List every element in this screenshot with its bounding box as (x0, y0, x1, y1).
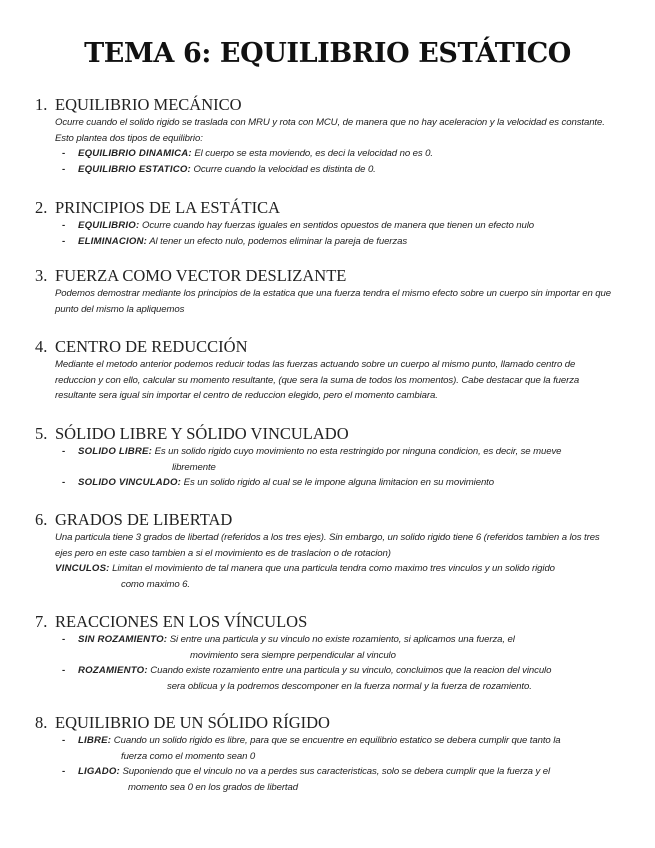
item-text: Suponiendo que el vinculo no va a perdes sus caracteristicas, solo se debera cumplir que la fuerza y el (122, 766, 551, 777)
list-item: - SOLIDO VINCULADO: Es un solido rigido al cual se le impone alguna limitacion en su movimiento (62, 477, 494, 488)
item-text-continued: sera oblicua y la podremos descomponer en la fuerza normal y la fuerza de rozamiento. (167, 680, 532, 692)
section-centro-reduccion (0, 337, 655, 404)
section-number: 1. (35, 95, 48, 114)
section-grados-libertad (0, 510, 655, 592)
list-item: - EQUILIBRIO DINAMICA: El cuerpo se esta moviendo, es deci la velocidad no es 0. (62, 148, 433, 159)
list-item: - ROZAMIENTO: Cuando existe rozamiento entre una particula y su vinculo, concluimos que la reacion del vinculo sera oblicua y la podremos descomponer en la fuerza normal y la fuerza de rozamiento. (0, 663, 615, 694)
item-term: SOLIDO LIBRE: (78, 446, 153, 457)
item-term: EQUILIBRIO ESTATICO: (78, 163, 191, 175)
list-item: - SIN ROZAMIENTO: Si entre una particula y su vinculo no existe rozamiento, si aplicamos una fuerza, el movimiento sera siempre perpendicular al vinculo (0, 632, 615, 663)
item-text-continued: fuerza como el momento sean 0 (121, 750, 256, 762)
section-number: 3. (35, 266, 48, 285)
term-paragraph (55, 561, 615, 592)
item-term: LIGADO: (78, 766, 120, 777)
item-term: SIN ROZAMIENTO: (78, 634, 168, 645)
item-term: ELIMINACION: (78, 235, 148, 247)
section-title: PRINCIPIOS DE LA ESTÁTICA (55, 198, 281, 217)
section-number: 7. (35, 612, 48, 631)
item-term: EQUILIBRIO: (78, 220, 140, 231)
section-equilibrio-mecanico (0, 95, 655, 177)
section-equilibrio-solido-rigido (0, 713, 655, 795)
document-title: TEMA 6: EQUILIBRIO ESTÁTICO (84, 38, 571, 69)
section-number: 2. (35, 198, 48, 217)
section-heading (0, 424, 655, 444)
section-number: 5. (35, 424, 48, 443)
section-principios-estatica (0, 198, 655, 249)
section-title: REACCIONES EN LOS VÍNCULOS (55, 612, 308, 631)
section-heading (0, 510, 655, 530)
item-text: Limitan el movimiento de tal manera que una particula tendra como maximo tres vinculos y un solido rigido (112, 563, 555, 574)
section-title: CENTRO DE REDUCCIÓN (55, 337, 248, 356)
list-item: - ELIMINACION: Al tener un efecto nulo, podemos eliminar la pareja de fuerzas (62, 235, 408, 247)
section-heading (0, 337, 655, 357)
item-term: EQUILIBRIO DINAMICA: (78, 148, 192, 159)
item-text: Ocurre cuando la velocidad es distinta de 0. (193, 163, 376, 175)
item-text: El cuerpo se esta moviendo, es deci la velocidad no es 0. (194, 148, 433, 159)
section-heading (0, 713, 655, 733)
section-number: 4. (35, 337, 48, 356)
item-text-continued: libremente (172, 461, 216, 473)
item-term: VINCULOS: (55, 563, 110, 574)
item-text: Ocurre cuando hay fuerzas iguales en sentidos opuestos de manera que tienen un efecto nulo (141, 220, 535, 231)
list-item: - LIBRE: Cuando un solido rigido es libre, para que se encuentre en equilibrio estatico se debera cumplir que tanto la fuerza como el momento sean 0 (0, 733, 615, 764)
item-term: ROZAMIENTO: (78, 665, 148, 676)
item-text: Cuando existe rozamiento entre una particula y su vinculo, concluimos que la reacion del vinculo (150, 665, 552, 676)
section-title: EQUILIBRIO MECÁNICO (55, 95, 242, 114)
item-text: Si entre una particula y su vinculo no existe rozamiento, si aplicamos una fuerza, el (169, 634, 515, 645)
item-term: LIBRE: (78, 735, 112, 746)
item-text: Es un solido rigido cuyo movimiento no esta restringido por ninguna condicion, es decir, se mueve (154, 446, 562, 457)
item-term: SOLIDO VINCULADO: (78, 477, 182, 488)
list-item: - SOLIDO LIBRE: Es un solido rigido cuyo movimiento no esta restringido por ninguna condicion, es decir, se mueve libremente (0, 444, 615, 475)
list-item: - LIGADO: Suponiendo que el vinculo no va a perdes sus caracteristicas, solo se debera cumplir que la fuerza y el momento sea 0 en los grados de libertad (0, 764, 615, 795)
section-number: 6. (35, 510, 48, 529)
section-paragraph: Mediante el metodo anterior podemos reducir todas las fuerzas actuando sobre un cuerpo al mismo punto, llamado centro de reduccion y con ello, calcular su momento resultante, (que sera la suma de todos los momentos). Cabe destacar que la fuerza resultante sera igual sin importar el centro de reduccion elegido, pero el momento cambiara. (55, 359, 580, 401)
section-heading (0, 266, 655, 286)
list-item: - EQUILIBRIO ESTATICO: Ocurre cuando la velocidad es distinta de 0. (62, 163, 376, 175)
item-text: Al tener un efecto nulo, podemos eliminar la pareja de fuerzas (149, 235, 408, 247)
section-heading (0, 198, 655, 218)
section-vector-deslizante (0, 266, 655, 317)
list-item: - EQUILIBRIO: Ocurre cuando hay fuerzas iguales en sentidos opuestos de manera que tienen un efecto nulo (62, 220, 535, 231)
section-number: 8. (35, 713, 48, 732)
section-title: EQUILIBRIO DE UN SÓLIDO RÍGIDO (55, 713, 330, 732)
section-title: GRADOS DE LIBERTAD (55, 510, 233, 529)
section-paragraph: Podemos demostrar mediante los principios de la estatica que una fuerza tendra el mismo efecto sobre un cuerpo sin importar en que punto del mismo la apliquemos (55, 288, 612, 315)
section-paragraph: Ocurre cuando el solido rigido se traslada con MRU y rota con MCU, de manera que no hay aceleracion y la velocidad es constante. Esto plantea dos tipos de equilibrio: (55, 117, 605, 144)
section-title: FUERZA COMO VECTOR DESLIZANTE (55, 266, 347, 285)
section-solido-libre-vinculado (0, 424, 655, 491)
item-text-continued: momento sea 0 en los grados de libertad (128, 781, 298, 793)
section-heading (0, 95, 655, 115)
item-text-continued: movimiento sera siempre perpendicular al vinculo (190, 649, 396, 661)
section-title: SÓLIDO LIBRE Y SÓLIDO VINCULADO (55, 424, 349, 443)
section-heading (0, 612, 655, 632)
section-reacciones-vinculos (0, 612, 655, 694)
item-text: Es un solido rigido al cual se le impone alguna limitacion en su movimiento (183, 477, 494, 488)
section-paragraph: Una particula tiene 3 grados de libertad (referidos a los tres ejes). Sin embargo, un solido rigido tiene 6 (referidos tambien a los tres ejes pero en este caso tambien a si el movimiento es de traslacion o de rotacion) (55, 532, 600, 559)
item-text: Cuando un solido rigido es libre, para que se encuentre en equilibrio estatico se debera cumplir que tanto la (113, 735, 561, 746)
item-text-continued: como maximo 6. (121, 578, 190, 590)
